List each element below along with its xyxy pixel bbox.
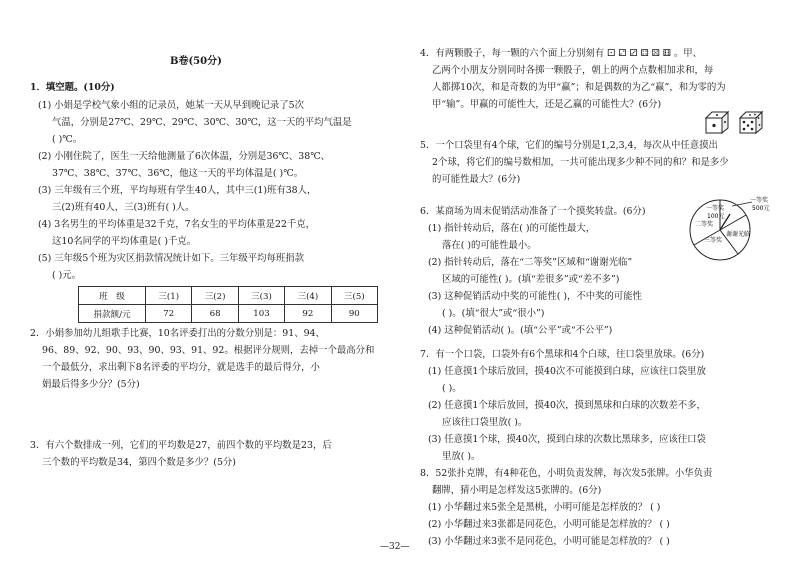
q3-line: 三个数的平均数是34，第四个数是多少？(5分) (42, 457, 236, 468)
table-row (79, 287, 378, 305)
q1-line: (5) 三年级5个班为灾区捐款情况统计如下。三年级平均每班捐款 (38, 253, 304, 264)
table-cell: 68 (192, 305, 238, 323)
q1-line: ( )℃。 (52, 134, 83, 145)
q8-line: 翻牌，猜小明是怎样发这5张牌的。(6分) (432, 485, 602, 496)
table-cell: 三(2) (192, 287, 238, 305)
wheel-label: 100元 (707, 213, 725, 220)
page-number: —32— (380, 542, 410, 552)
q8-line: (2) 小华翻过来3张都是同花色，小明可能是怎样放的？ ( ) (428, 519, 670, 530)
table-cell: 90 (331, 305, 377, 323)
q2-line: 96、89、92、90、93、90、93、91、92。根据评分规则，去掉一个最高分和 (42, 345, 375, 356)
table-cell: 三(3) (238, 287, 284, 305)
q6-line: (4) 这种促销活动( )。(填“公平”或“不公平”) (428, 325, 613, 336)
q7-line: (1) 任意摸1个球后放回，摸40次不可能摸到白球，应该往口袋里放 (428, 366, 706, 377)
q4-line: 甲“输”。甲赢的可能性大，还是乙赢的可能性大？(6分) (432, 99, 662, 110)
q8-line: (1) 小华翻过来5张全是黑桃，小明可能是怎样放的？ ( ) (428, 502, 661, 513)
q6-line: (3) 这种促销活动中奖的可能性( )，不中奖的可能性 (428, 291, 643, 302)
q7-line: 里放( )。 (442, 451, 481, 462)
q6-line: (1) 指针转动后，落在( )的可能性最大， (428, 223, 596, 234)
q1-line: (4) 3名男生的平均体重是32千克，7名女生的平均体重是22千克， (38, 219, 316, 230)
q1-line: (3) 三年级有三个班，平均每班有学生40人，其中三(1)班有38人， (38, 185, 317, 196)
prize-wheel (686, 196, 780, 262)
donation-table (78, 286, 378, 323)
die-icon (738, 110, 764, 134)
wheel-label: 三等奖 (704, 237, 723, 244)
q7-line: (3) 任意摸1个球，摸40次，摸到白球的次数比黑球多，应该往口袋 (428, 434, 706, 445)
q7-line: 7．有一个口袋，口袋外有6个黑球和4个白球，往口袋里放球。(6分) (420, 349, 705, 360)
q6-line: 落在( )的可能性最小。 (442, 240, 537, 251)
q3-line: 3．有六个数排成一列，它们的平均数是27，前四个数的平均数是23，后 (30, 440, 332, 451)
q1-line: 气温，分别是27℃、29℃、29℃、30℃、30℃，这一天的平均气温是 (52, 117, 352, 128)
q4-line: 乙两个小朋友分别同时各掷一颗骰子，朝上的两个点数相加求和，每 (432, 65, 714, 76)
q7-line: ( )。 (442, 383, 462, 394)
wheel-callout: 一等奖 (750, 197, 769, 204)
q6-line: 6．某商场为周末促销活动准备了一个摸奖转盘。(6分) (420, 206, 646, 217)
q2-line: 一个最低分，求出剩下8名评委的平均分，就是选手的最后得分，小 (42, 362, 320, 373)
q6-line: (2) 指针转动后，落在“二等奖”区域和“谢谢光临” (428, 257, 633, 268)
table-cell: 捐款额/元 (79, 305, 146, 323)
q5-line: 5．一个口袋里有4个球，它们的编号分别是1,2,3,4，每次从中任意摸出 (420, 140, 718, 151)
q5-line: 2个球，将它们的编号数相加，一共可能出现多少种不同的和？和是多少 (432, 157, 729, 168)
q4-line: 4．有两颗骰子，每一颗的六个面上分别刻有 ⚀ ⚁ ⚂ ⚃ ⚄ ⚅ 。甲、 (420, 48, 702, 59)
q4-line: 人都掷10次，和是奇数的为甲“赢”；和是偶数的为乙“赢”，和为零的为 (432, 82, 726, 93)
q8-line: 8．52张扑克牌，有4种花色，小明负责发牌，每次发5张牌。小华负责 (420, 468, 713, 479)
q5-line: 的可能性最大？(6分) (432, 174, 521, 185)
section-title: B卷(50分) (170, 56, 222, 67)
q7-line: (2) 任意摸1个球后放回，摸40次，摸到黑球和白球的次数差不多， (428, 400, 706, 411)
q2-line: 2．小娟参加幼儿组歌手比赛，10名评委打出的分数分别是：91、94、 (30, 328, 325, 339)
q1-line: (2) 小刚住院了，医生一天给他测量了6次体温，分别是36℃、38℃、 (38, 151, 331, 162)
table-cell: 103 (238, 305, 284, 323)
wheel-label: 二等奖 (695, 221, 714, 228)
q8-line: (3) 小华翻过来3张不是同花色，小明可能是怎样放的？ ( ) (428, 536, 670, 547)
q1-line: 这10名同学的平均体重是( )千克。 (52, 236, 197, 247)
wheel-label: 一等奖 (706, 205, 725, 212)
q1-line: 三(2)班有40人，三(3)班有( )人。 (52, 202, 195, 213)
q6-line: ( )。(填“很大”或“很小”) (442, 308, 545, 319)
table-cell: 三(5) (331, 287, 377, 305)
table-cell: 92 (285, 305, 331, 323)
wheel-label: 谢谢光临 (726, 231, 751, 238)
table-cell: 72 (146, 305, 192, 323)
wheel-callout: 500元 (752, 205, 770, 212)
table-cell: 三(1) (146, 287, 192, 305)
q6-line: 区域的可能性( )。(填“差很多”或“差不多”) (442, 274, 620, 285)
table-cell: 班 级 (79, 287, 146, 305)
table-row (79, 305, 378, 323)
q1-line: ( )元。 (52, 270, 82, 281)
q7-line: 应该往口袋里放( )。 (442, 417, 528, 428)
q1-line: (1) 小娟是学校气象小组的记录员，她某一天从早到晚记录了5次 (38, 100, 304, 111)
table-cell: 三(4) (285, 287, 331, 305)
q1-line: 37℃、38℃、37℃、36℃，他这一天的平均体温是( )℃。 (52, 168, 304, 179)
q2-line: 娟最后得多少分？(5分) (42, 379, 140, 390)
die-icon (704, 110, 730, 134)
q1-title: 1．填空题。(10分) (30, 82, 115, 93)
